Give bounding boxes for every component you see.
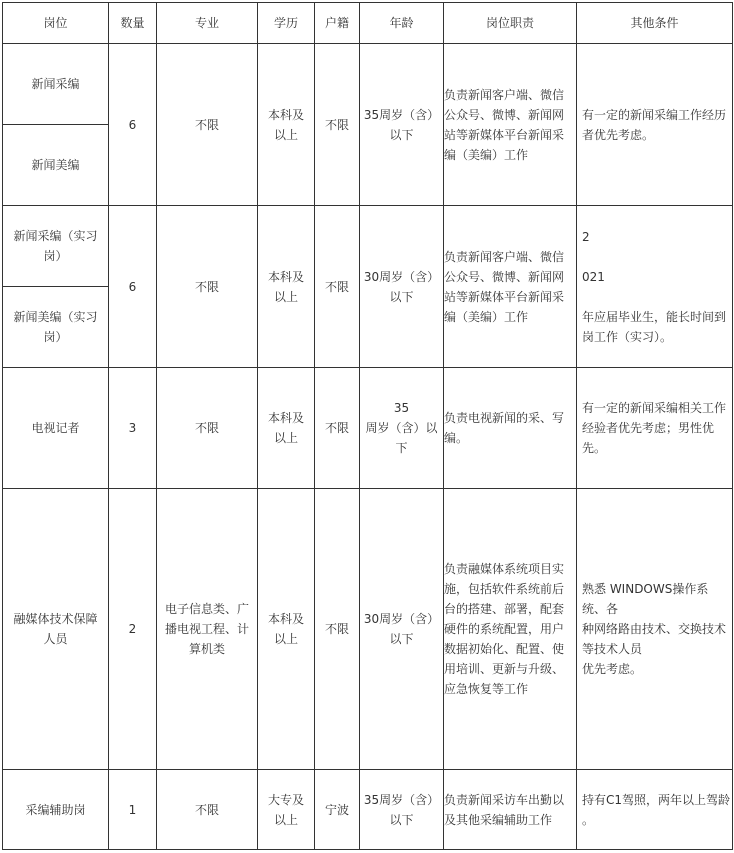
duty-cell: 负责电视新闻的采、写 编。: [444, 368, 577, 489]
age-cell: 30周岁（含） 以下: [360, 489, 444, 770]
header-major: 专业: [157, 3, 258, 44]
conditions-cell: 2 021 年应届毕业生，能长时间到 岗工作（实习）。: [577, 206, 733, 368]
major-cell: 不限: [157, 206, 258, 368]
recruitment-table: [2, 2, 733, 850]
header-position: 岗位: [3, 3, 109, 44]
education-cell: 本科及 以上: [258, 206, 315, 368]
huji-cell: 不限: [315, 489, 360, 770]
major-cell: 不限: [157, 770, 258, 850]
count-cell: 3: [109, 368, 157, 489]
huji-cell: 不限: [315, 368, 360, 489]
age-cell: 30周岁（含） 以下: [360, 206, 444, 368]
duty-cell: 负责新闻客户端、微信 公众号、微博、新闻网 站等新媒体平台新闻采 编（美编）工作: [444, 206, 577, 368]
header-education: 学历: [258, 3, 315, 44]
education-cell: 本科及 以上: [258, 44, 315, 206]
conditions-cell: 有一定的新闻采编相关工作 经验者优先考虑；男性优 先。: [577, 368, 733, 489]
header-duty: 岗位职责: [444, 3, 577, 44]
position-cell: 新闻美编: [3, 125, 109, 206]
table-row: [3, 206, 733, 287]
major-cell: 电子信息类、广 播电视工程、计 算机类: [157, 489, 258, 770]
conditions-cell: 持有C1驾照，两年以上驾龄 。: [577, 770, 733, 850]
header-huji: 户籍: [315, 3, 360, 44]
age-cell: 35 周岁（含）以 下: [360, 368, 444, 489]
table-row: [3, 44, 733, 125]
count-cell: 2: [109, 489, 157, 770]
count-cell: 6: [109, 206, 157, 368]
duty-cell: 负责融媒体系统项目实 施，包括软件系统前后 台的搭建、部署，配套 硬件的系统配置，用户 数据初始化、配置、使 用培训、更新与升级、 应急恢复等工作: [444, 489, 577, 770]
conditions-cell: 熟悉 WINDOWS操作系统、各 种网络路由技术、交换技术 等技术人员 优先考虑。: [577, 489, 733, 770]
huji-cell: 不限: [315, 206, 360, 368]
major-cell: 不限: [157, 368, 258, 489]
count-cell: 1: [109, 770, 157, 850]
education-cell: 本科及 以上: [258, 489, 315, 770]
age-cell: 35周岁（含） 以下: [360, 770, 444, 850]
age-cell: 35周岁（含） 以下: [360, 44, 444, 206]
header-conditions: 其他条件: [577, 3, 733, 44]
duty-cell: 负责新闻采访车出勤以 及其他采编辅助工作: [444, 770, 577, 850]
position-cell: 融媒体技术保障 人员: [3, 489, 109, 770]
duty-cell: 负责新闻客户端、微信 公众号、微博、新闻网 站等新媒体平台新闻采 编（美编）工作: [444, 44, 577, 206]
table-row: [3, 489, 733, 770]
position-cell: 电视记者: [3, 368, 109, 489]
huji-cell: 不限: [315, 44, 360, 206]
education-cell: 本科及 以上: [258, 368, 315, 489]
education-cell: 大专及 以上: [258, 770, 315, 850]
table-row: [3, 770, 733, 850]
header-row: [3, 3, 733, 44]
major-cell: 不限: [157, 44, 258, 206]
position-cell: 新闻采编（实习 岗）: [3, 206, 109, 287]
count-cell: 6: [109, 44, 157, 206]
huji-cell: 宁波: [315, 770, 360, 850]
header-count: 数量: [109, 3, 157, 44]
conditions-cell: 有一定的新闻采编工作经历 者优先考虑。: [577, 44, 733, 206]
position-cell: 新闻采编: [3, 44, 109, 125]
header-age: 年龄: [360, 3, 444, 44]
table-row: [3, 368, 733, 489]
position-cell: 采编辅助岗: [3, 770, 109, 850]
position-cell: 新闻美编（实习 岗）: [3, 287, 109, 368]
